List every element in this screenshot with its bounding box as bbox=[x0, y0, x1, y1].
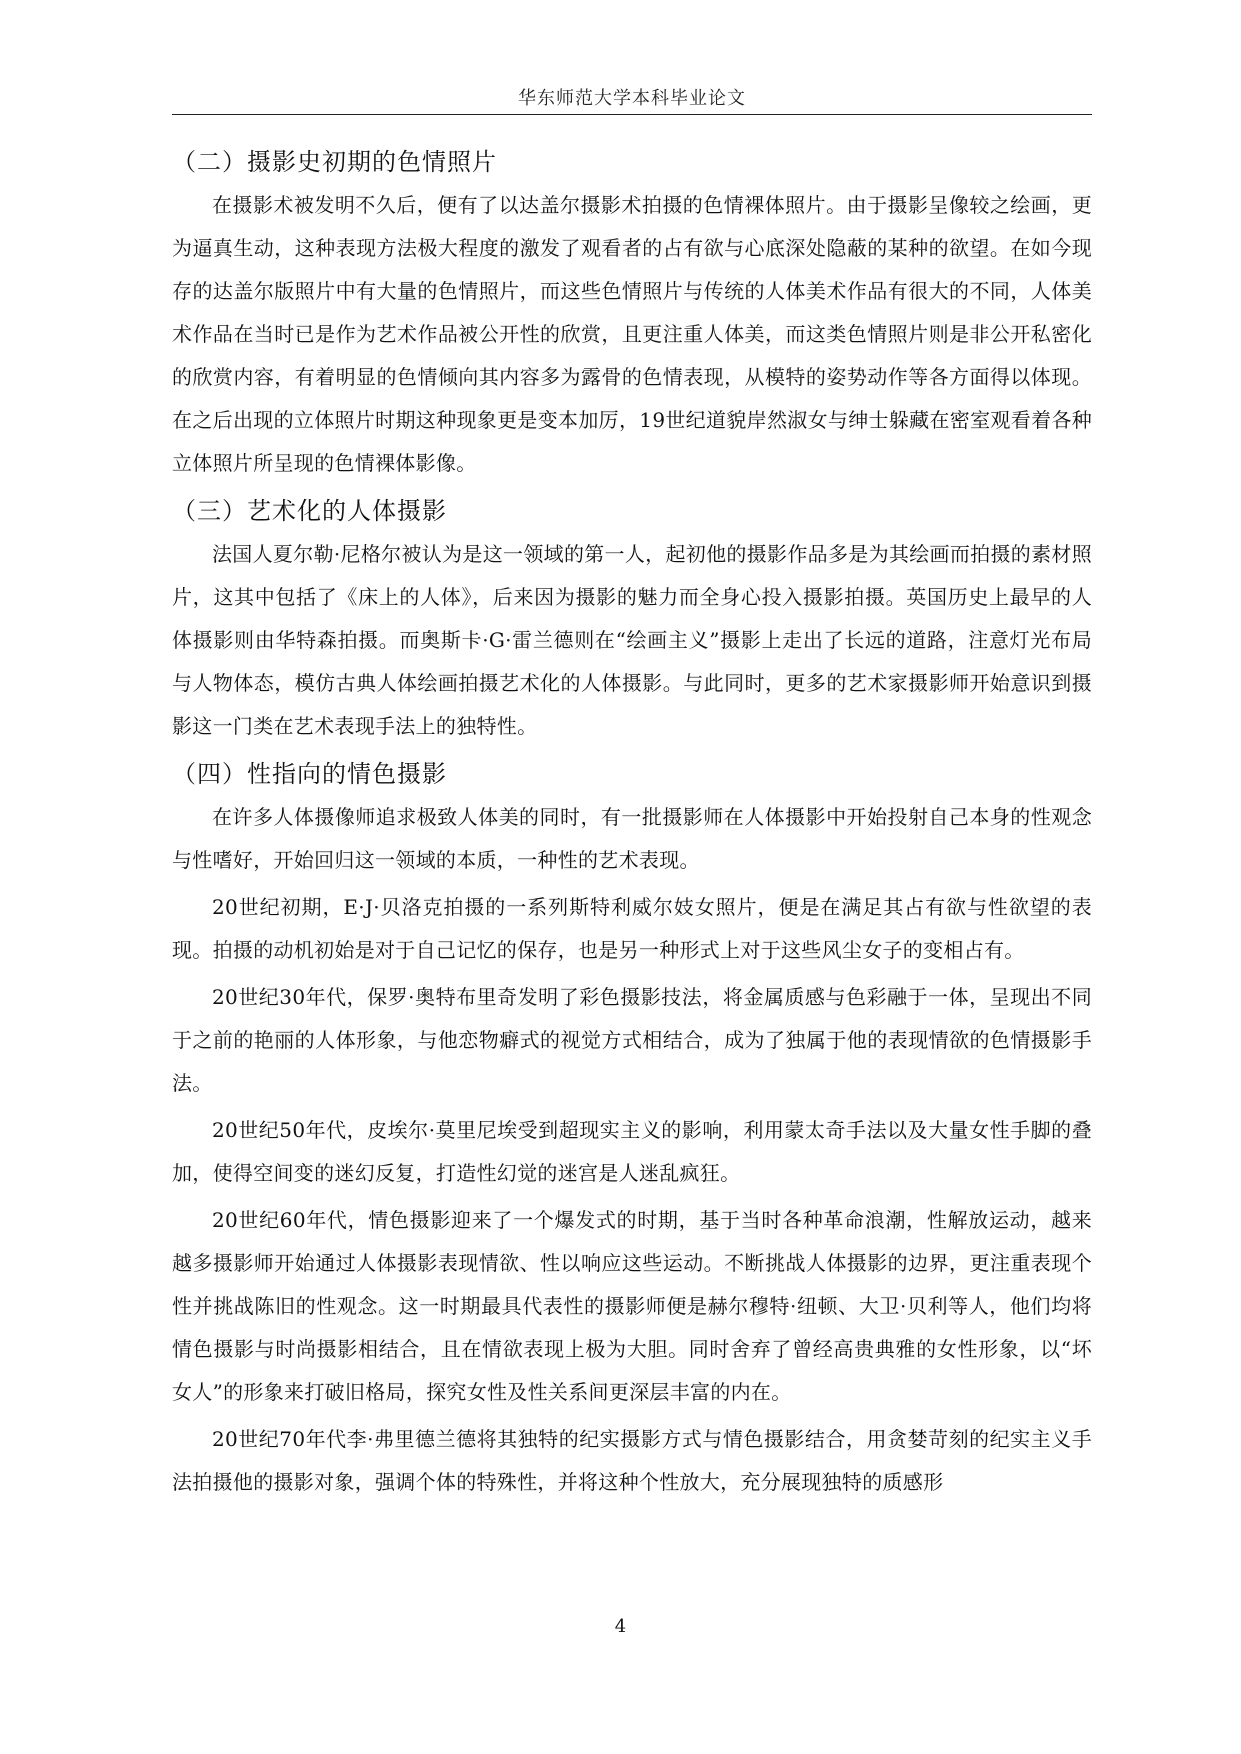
section-4 bbox=[172, 752, 1092, 1504]
header-rule bbox=[172, 114, 1092, 115]
page-number: 4 bbox=[614, 1616, 627, 1637]
section-heading: （二）摄影史初期的色情照片 bbox=[172, 148, 497, 176]
page-body bbox=[172, 140, 1092, 1508]
paragraph: 20世纪30年代，保罗·奥特布里奇发明了彩色摄影技法，将金属质感与色彩融于一体，呈现出不同于之前的艳丽的人体形象，与他恋物癖式的视觉方式相结合，成为了独属于他的表现情欲的色情摄影手法。 bbox=[172, 985, 1092, 1095]
section-heading: （三）艺术化的人体摄影 bbox=[172, 497, 447, 525]
paragraph: 在摄影术被发明不久后，便有了以达盖尔摄影术拍摄的色情裸体照片。由于摄影呈像较之绘画，更为逼真生动，这种表现方法极大程度的激发了观看者的占有欲与心底深处隐蔽的某种的欲望。在如今现存的达盖尔版照片中有大量的色情照片，而这些色情照片与传统的人体美术作品有很大的不同，人体美术作品在当时已是作为艺术作品被公开性的欣赏，且更注重人体美，而这类色情照片则是非公开私密化的欣赏内容，有着明显的色情倾向其内容多为露骨的色情表现，从模特的姿势动作等各方面得以体现。在之后出现的立体照片时期这种现象更是变本加厉，19世纪道貌岸然淑女与绅士躲藏在密室观看着各种立体照片所呈现的色情裸体影像。 bbox=[172, 193, 1092, 475]
section-3 bbox=[172, 489, 1092, 748]
paragraph: 20世纪70年代李·弗里德兰德将其独特的纪实摄影方式与情色摄影结合，用贪婪苛刻的纪实主义手法拍摄他的摄影对象，强调个体的特殊性，并将这种个性放大，充分展现独特的质感形 bbox=[172, 1427, 1092, 1494]
paragraph: 20世纪50年代，皮埃尔·莫里尼埃受到超现实主义的影响，利用蒙太奇手法以及大量女性手脚的叠加，使得空间变的迷幻反复，打造性幻觉的迷宫是人迷乱疯狂。 bbox=[172, 1118, 1092, 1185]
paragraph: 法国人夏尔勒·尼格尔被认为是这一领域的第一人，起初他的摄影作品多是为其绘画而拍摄的素材照片，这其中包括了《床上的人体》，后来因为摄影的魅力而全身心投入摄影拍摄。英国历史上最早的人体摄影则由华特森拍摄。而奥斯卡·G·雷兰德则在“绘画主义”摄影上走出了长远的道路，注意灯光布局与人物体态，模仿古典人体绘画拍摄艺术化的人体摄影。与此同时，更多的艺术家摄影师开始意识到摄影这一门类在艺术表现手法上的独特性。 bbox=[172, 542, 1092, 738]
section-2 bbox=[172, 140, 1092, 485]
section-heading: （四）性指向的情色摄影 bbox=[172, 760, 447, 788]
paragraph: 20世纪60年代，情色摄影迎来了一个爆发式的时期，基于当时各种革命浪潮，性解放运动，越来越多摄影师开始通过人体摄影表现情欲、性以响应这些运动。不断挑战人体摄影的边界，更注重表现个性并挑战陈旧的性观念。这一时期最具代表性的摄影师便是赫尔穆特·纽顿、大卫·贝利等人，他们均将情色摄影与时尚摄影相结合，且在情欲表现上极为大胆。同时舍弃了曾经高贵典雅的女性形象，以“坏女人”的形象来打破旧格局，探究女性及性关系间更深层丰富的内在。 bbox=[172, 1208, 1092, 1404]
running-header: 华东师范大学本科毕业论文 bbox=[518, 88, 746, 109]
paragraph: 20世纪初期，E·J·贝洛克拍摄的一系列斯特利威尔妓女照片，便是在满足其占有欲与性欲望的表现。拍摄的动机初始是对于自己记忆的保存，也是另一种形式上对于这些风尘女子的变相占有。 bbox=[172, 895, 1092, 962]
paragraph: 在许多人体摄像师追求极致人体美的同时，有一批摄影师在人体摄影中开始投射自己本身的性观念与性嗜好，开始回归这一领域的本质，一种性的艺术表现。 bbox=[172, 805, 1092, 872]
